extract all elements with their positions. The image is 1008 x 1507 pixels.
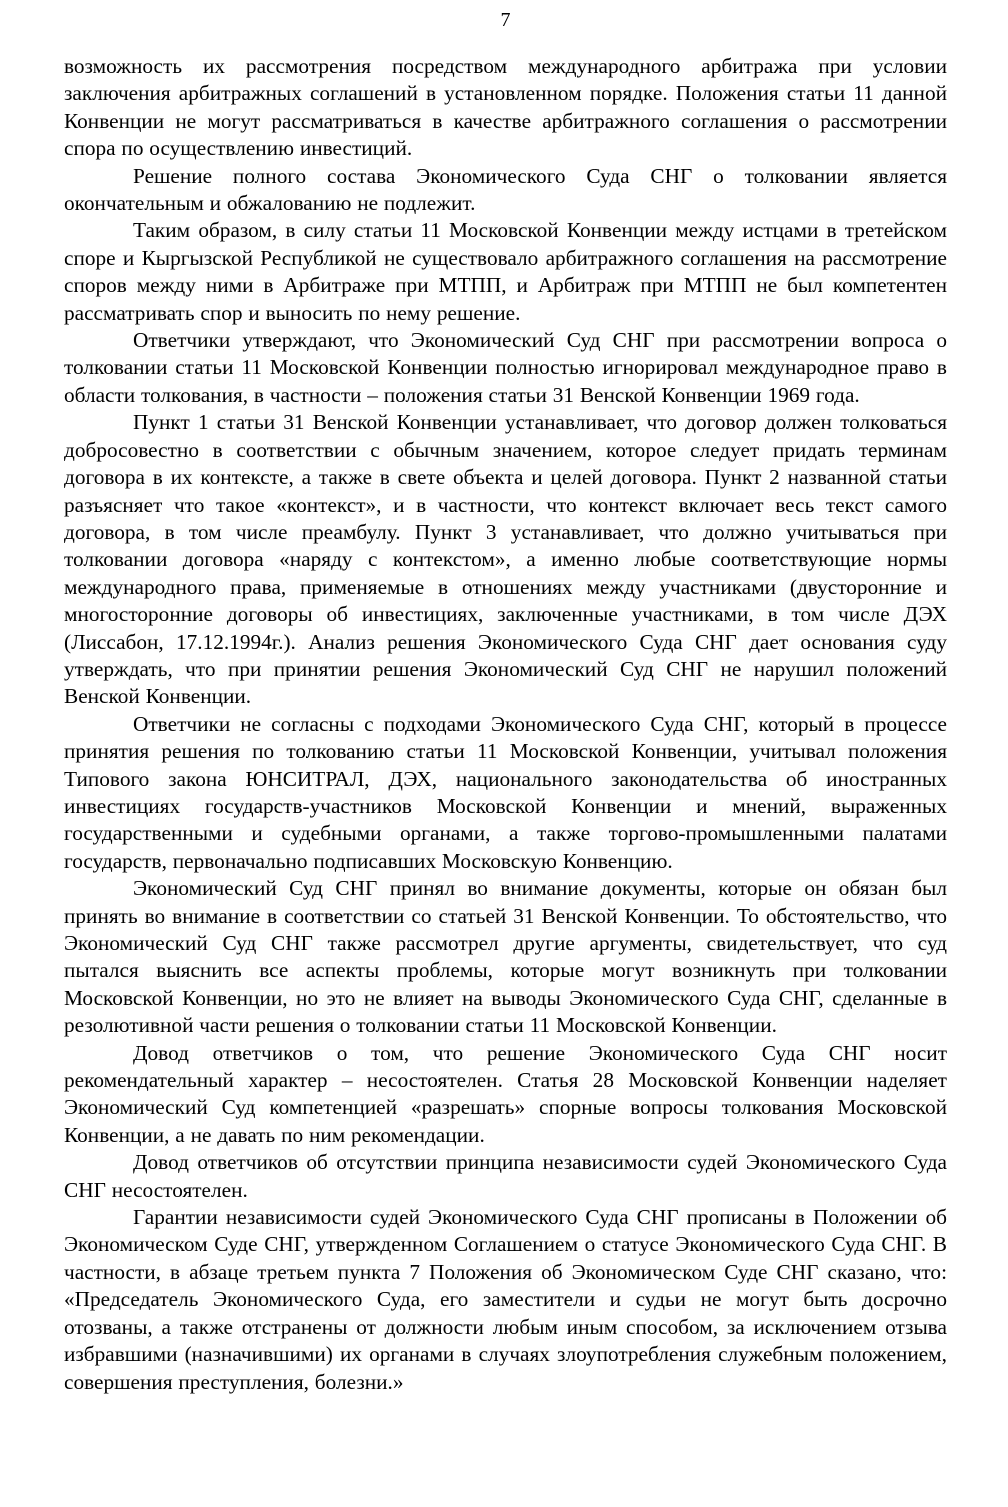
paragraph: Пункт 1 статьи 31 Венской Конвенции устанавливает, что договор должен толковаться добросовестно в соответствии с обычным значением, которое следует придать терминам договора в их контексте, а также в свете объекта и целей договора. Пункт 2 названной статьи разъясняет что такое «контекст», и в частности, что контекст включает весь текст самого договора, в том числе преамбулу. Пункт 3 устанавливает, что должно учитываться при толковании договора «наряду с контекстом», а именно любые соответствующие нормы международного права, применяемые в отношениях между участниками (двусторонние и многосторонние договоры об инвестициях, заключенные участниками, в том числе ДЭХ (Лиссабон, 17.12.1994г.). Анализ решения Экономического Суда СНГ дает основания суду утверждать, что при принятии решения Экономический Суд СНГ не нарушил положений Венской Конвенции. (64, 410, 947, 709)
page-number: 7 (500, 9, 511, 31)
paragraph: Довод ответчиков об отсутствии принципа независимости судей Экономического Суда СНГ несостоятелен. (64, 1150, 947, 1202)
paragraph: возможность их рассмотрения посредством международного арбитража при условии заключения арбитражных соглашений в установленном порядке. Положения статьи 11 данной Конвенции не могут рассматриваться в качестве арбитражного соглашения о рассмотрении спора по осуществлению инвестиций. (64, 54, 947, 161)
paragraph: Ответчики утверждают, что Экономический Суд СНГ при рассмотрении вопроса о толковании статьи 11 Московской Конвенции полностью игнорировал международное право в области толкования, в частности – положения статьи 31 Венской Конвенции 1969 года. (64, 328, 947, 407)
paragraph: Довод ответчиков о том, что решение Экономического Суда СНГ носит рекомендательный характер – несостоятелен. Статья 28 Московской Конвенции наделяет Экономический Суд компетенцией «разрешать» спорные вопросы толкования Московской Конвенции, а не давать по ним рекомендации. (64, 1040, 947, 1147)
paragraph: Гарантии независимости судей Экономического Суда СНГ прописаны в Положении об Экономическом Суде СНГ, утвержденном Соглашением о статусе Экономического Суда СНГ. В частности, в абзаце третьем пункта 7 Положения об Экономическом Суде СНГ сказано, что: «Председатель Экономического Суда, его заместители и судьи не могут быть досрочно отозваны, а также отстранены от должности любым иным способом, за исключением отзыва избравшими (назначившими) их органами в случаях злоупотребления служебным положением, совершения преступления, болезни.» (64, 1205, 947, 1394)
paragraph: Решение полного состава Экономического Суда СНГ о толковании является окончательным и обжалованию не подлежит. (64, 163, 947, 216)
paragraph: Экономический Суд СНГ принял во внимание документы, которые он обязан был принять во внимание в соответствии со статьей 31 Венской Конвенции. То обстоятельство, что Экономический Суд СНГ также рассмотрел другие аргументы, свидетельствует, что суд пытался выяснить все аспекты проблемы, которые могут возникнуть при толковании Московской Конвенции, но это не влияет на выводы Экономического Суда СНГ, сделанные в резолютивной части решения о толковании статьи 11 Московской Конвенции. (64, 876, 947, 1038)
paragraph: Ответчики не согласны с подходами Экономического Суда СНГ, который в процессе принятия решения по толкованию статьи 11 Московской Конвенции, учитывал положения Типового закона ЮНСИТРАЛ, ДЭХ, национального законодательства об иностранных инвестициях государств-участников Московской Конвенции и мнений, выраженных государственными и судебными органами, а также торгово-промышленными палатами государств, первоначально подписавших Московскую Конвенцию. (64, 711, 947, 873)
document-body (64, 53, 947, 1396)
paragraph: Таким образом, в силу статьи 11 Московской Конвенции между истцами в третейском споре и Кыргызской Республикой не существовало арбитражного соглашения на рассмотрение споров между ними в Арбитраже при МТПП, и Арбитраж при МТПП не был компетентен рассматривать спор и выносить по нему решение. (64, 218, 947, 325)
